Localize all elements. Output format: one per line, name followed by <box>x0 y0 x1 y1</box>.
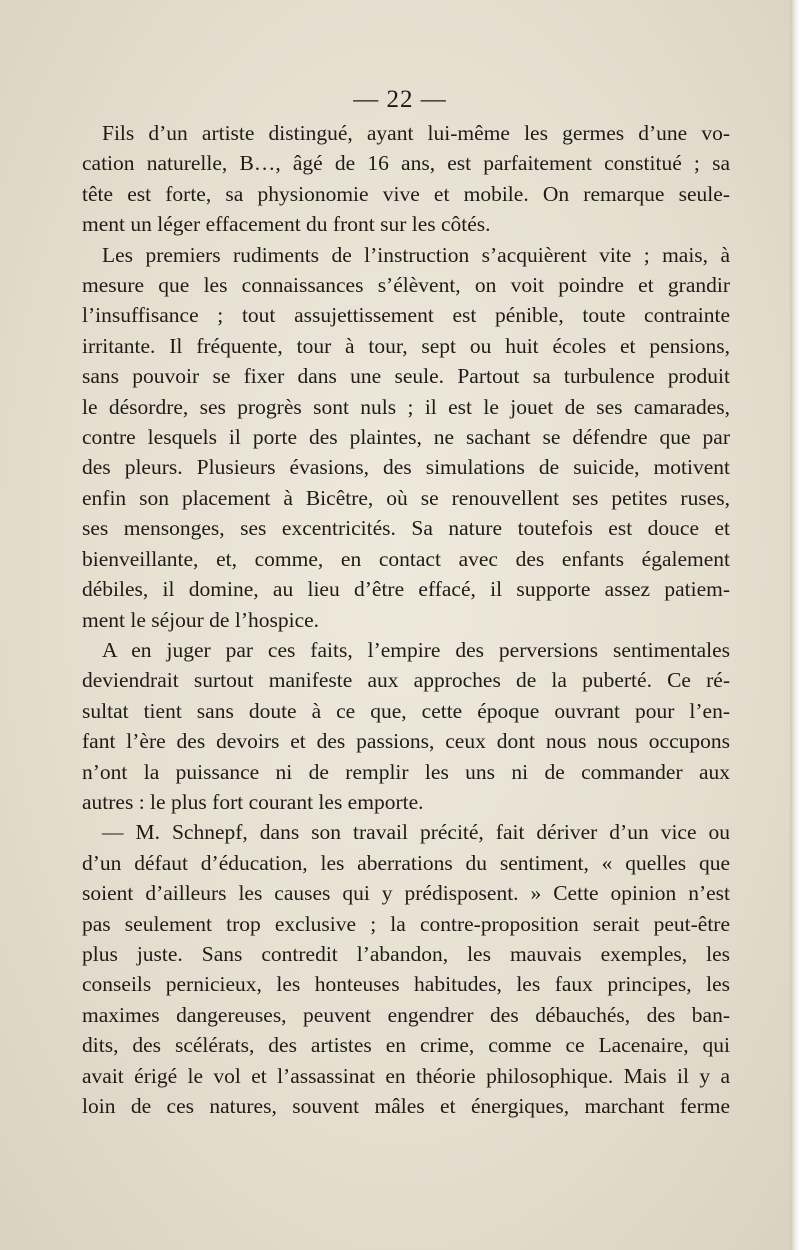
text-line: pas seulement trop exclusive ; la contre-proposition serait peut-être <box>82 911 730 936</box>
text-line: sultat tient sans doute à ce que, cette époque ouvrant pour l’en- <box>82 698 730 723</box>
text-line: enfin son placement à Bicêtre, où se renouvellent ses petites ruses, <box>82 485 730 510</box>
text-line: Fils d’un artiste distingué, ayant lui-même les germes d’une vo- <box>102 121 730 145</box>
page-number: — 22 — <box>353 86 447 113</box>
text-line: ment le séjour de l’hospice. <box>82 607 320 632</box>
text-line: A en juger par ces faits, l’empire des perversions sentimentales <box>102 637 730 662</box>
text-line: avait érigé le vol et l’assassinat en théorie philosophique. Mais il y a <box>82 1063 730 1088</box>
text-line: le désordre, ses progrès sont nuls ; il est le jouet de ses camarades, <box>82 394 730 419</box>
text-line: mesure que les connaissances s’élèvent, on voit poindre et grandir <box>82 273 730 298</box>
text-line: ses mensonges, ses excentricités. Sa nature toutefois est douce et <box>82 516 730 541</box>
text-line: — M. Schnepf, dans son travail précité, fait dériver d’un vice ou <box>102 820 730 845</box>
text-line: l’insuffisance ; tout assujettissement est pénible, toute contrainte <box>82 303 730 328</box>
text-line: maximes dangereuses, peuvent engendrer des débauchés, des ban- <box>82 1002 730 1027</box>
body-text <box>82 118 730 1121</box>
text-line: ment un léger effacement du front sur les côtés. <box>82 212 491 237</box>
text-line: deviendrait surtout manifeste aux approches de la puberté. Ce ré- <box>82 668 730 693</box>
text-line: n’ont la puissance ni de remplir les uns ni de commander aux <box>82 759 730 784</box>
text-line: contre lesquels il porte des plaintes, ne sachant se défendre que par <box>82 425 730 450</box>
text-line: plus juste. Sans contredit l’abandon, les mauvais exemples, les <box>82 941 730 966</box>
text-line: conseils pernicieux, les honteuses habitudes, les faux principes, les <box>82 972 730 997</box>
text-line: bienveillante, et, comme, en contact avec des enfants également <box>82 546 730 571</box>
text-line: débiles, il domine, au lieu d’être effacé, il supporte assez patiem- <box>82 577 730 602</box>
text-line: irritante. Il fréquente, tour à tour, sept ou huit écoles et pensions, <box>82 333 730 358</box>
text-line: Les premiers rudiments de l’instruction s’acquièrent vite ; mais, à <box>102 242 730 267</box>
text-line: fant l’ère des devoirs et des passions, ceux dont nous nous occupons <box>82 729 730 754</box>
text-line: d’un défaut d’éducation, les aberrations du sentiment, « quelles que <box>82 850 730 875</box>
text-line: soient d’ailleurs les causes qui y prédisposent. » Cette opinion n’est <box>82 881 730 906</box>
text-line: sans pouvoir se fixer dans une seule. Partout sa turbulence produit <box>82 364 730 389</box>
text-line: des pleurs. Plusieurs évasions, des simulations de suicide, motivent <box>82 455 730 480</box>
text-line: loin de ces natures, souvent mâles et énergiques, marchant ferme <box>82 1094 730 1118</box>
text-line: cation naturelle, B…, âgé de 16 ans, est parfaitement constitué ; sa <box>82 151 730 176</box>
text-line: tête est forte, sa physionomie vive et mobile. On remarque seule- <box>82 181 730 206</box>
text-line: dits, des scélérats, des artistes en crime, comme ce Lacenaire, qui <box>82 1033 730 1058</box>
text-line: autres : le plus fort courant les emporte. <box>82 789 424 814</box>
page-edge <box>790 0 800 1250</box>
